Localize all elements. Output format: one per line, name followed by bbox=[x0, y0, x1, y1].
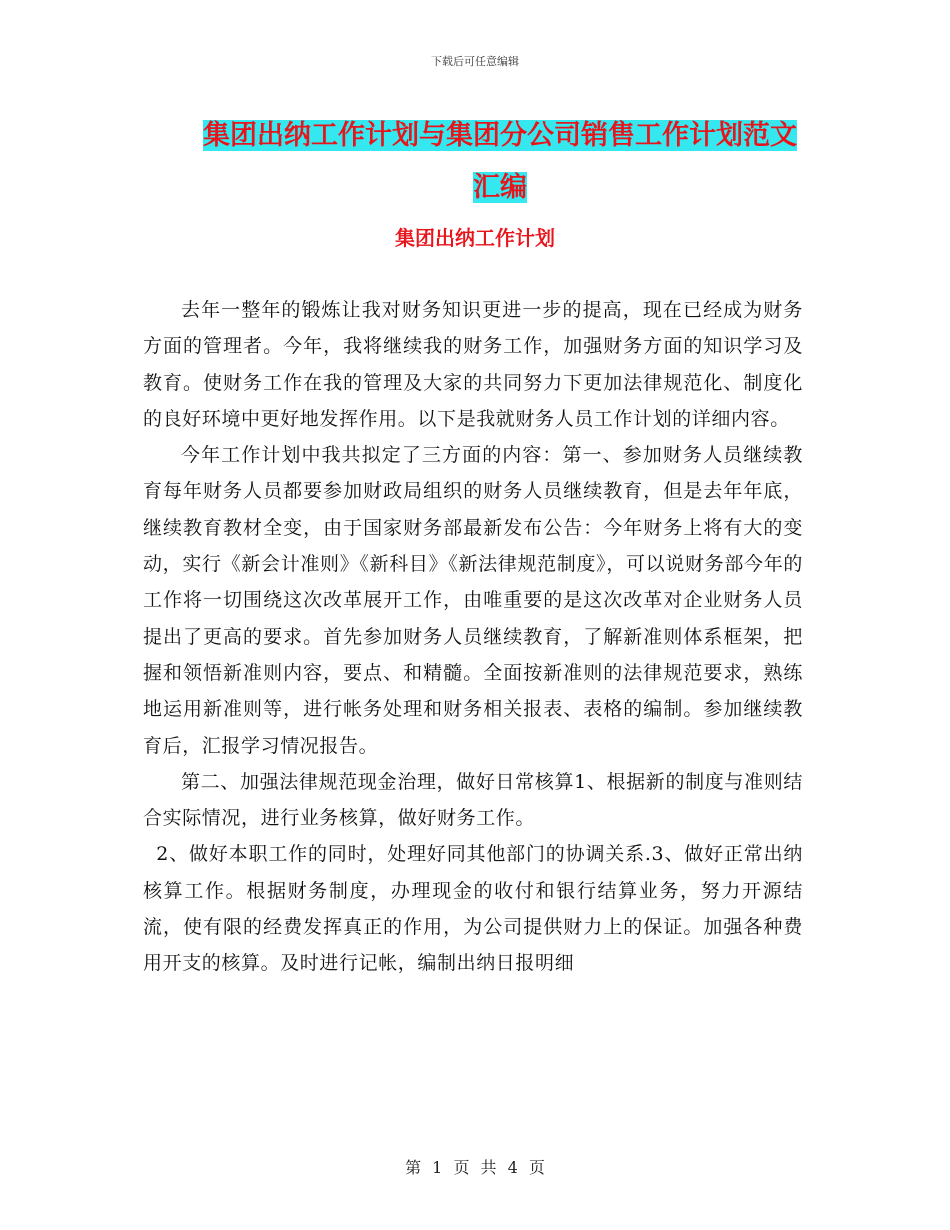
paragraph-2: 今年工作计划中我共拟定了三方面的内容：第一、参加财务人员继续教育每年财务人员都要参加财政局组织的财务人员继续教育，但是去年年底，继续教育教材全变，由于国家财务部最新发布公告：今年财务上将有大的变动，实行《新会计准则》《新科目》《新法律规范制度》，可以说财务部今年的工作将一切围绕这次改革展开工作，由唯重要的是这次改革对企业财务人员提出了更高的要求。首先参加财务人员继续教育，了解新准则体系框架，把握和领悟新准则内容，要点、和精髓。全面按新准则的法律规范要求，熟练地运用新准则等，进行帐务处理和财务相关报表、表格的编制。参加继续教育后，汇报学习情况报告。 bbox=[143, 444, 803, 757]
paragraph-1: 去年一整年的锻炼让我对财务知识更进一步的提高，现在已经成为财务方面的管理者。今年，我将继续我的财务工作，加强财务方面的知识学习及教育。使财务工作在我的管理及大家的共同努力下更加法律规范化、制度化的良好环境中更好地发挥作用。以下是我就财务人员工作计划的详细内容。 bbox=[143, 299, 803, 430]
document-title-text: 集团出纳工作计划与集团分公司销售工作计划范文汇编 bbox=[203, 120, 797, 203]
header-note: 下载后可任意编辑 bbox=[431, 55, 519, 68]
page-number: 第 1 页 共 4 页 bbox=[405, 1158, 545, 1177]
section-title: 集团出纳工作计划 bbox=[395, 226, 555, 250]
paragraph-3: 第二、加强法律规范现金治理，做好日常核算1、根据新的制度与准则结合实际情况，进行业务核算，做好财务工作。 bbox=[143, 770, 803, 830]
document-title bbox=[190, 110, 810, 214]
paragraph-4: 2、做好本职工作的同时，处理好同其他部门的协调关系.3、做好正常出纳核算工作。根据财务制度，办理现金的收付和银行结算业务，努力开源结流，使有限的经费发挥真正的作用，为公司提供财力上的保证。加强各种费用开支的核算。及时进行记帐，编制出纳日报明细 bbox=[143, 843, 803, 975]
document-body bbox=[143, 292, 803, 982]
